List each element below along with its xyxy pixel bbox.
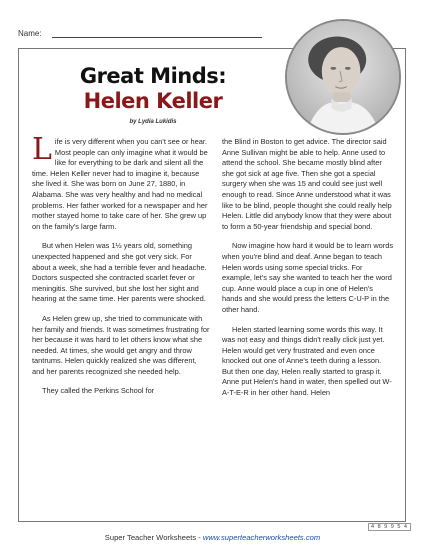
title-line-1: Great Minds: xyxy=(79,64,227,88)
drop-cap: L xyxy=(32,132,52,167)
footer xyxy=(0,533,425,542)
helen-keller-portrait-icon xyxy=(285,19,401,135)
paragraph-7: Helen started learning some words this way. It was not easy and things didn't really click just yet. Helen would get very frustrated and even once knocked out one of Anne's teeth during a lesson. But then one day, Helen really started to grasp it. Anne put Helen's hand in water, then spelled out W-A-T-E-R in her other hand. Helen xyxy=(222,324,392,398)
footer-url-link[interactable]: www.superteacherworksheets.com xyxy=(202,533,321,542)
byline: by Lydia Lukidis xyxy=(129,119,177,125)
name-label: Name: xyxy=(18,29,42,38)
paragraph-3: As Helen grew up, she tried to communicate with her family and friends. It was sometimes frustrating for her because it was hard to let others know what she needed. At times, she would get angry and throw tantrums. Helen quickly realized she was different, and her parents recognized she needed help. xyxy=(32,313,210,376)
article-column-1 xyxy=(32,132,210,397)
paragraph-4: They called the Perkins School for xyxy=(42,386,155,396)
portrait-illustration xyxy=(287,21,399,133)
paragraph-6: Now imagine how hard it would be to learn words when you're blind and deaf. Anne began to teach Helen words using some special tricks. For example, let's say she wanted to teach her the word cup. Anne would place a cup in one of Helen's hands and she would press the letters C-U-P in the other hand. xyxy=(222,241,394,314)
title-line-2: Helen Keller xyxy=(83,89,223,113)
worksheet-code: 4 8 9 9 5 4 xyxy=(368,523,411,531)
paragraph-5: the Blind in Boston to get advice. The director said Anne Sullivan might be able to help. Anne used to attend the school. She became mostly blind after she got sick at age five. Then she got a special surgery when she was 15 and could see just well enough to read. Since Anne understood what it was like to be blind, people thought she could really help Helen. Little did anybody know that they were about to form a 50-year friendship and special bond. xyxy=(222,137,392,231)
name-input-line[interactable] xyxy=(52,37,262,38)
paragraph-2: But when Helen was 1½ years old, something unexpected happened and she got very sick. For about a week, she had a terrible fever and headache. Doctors suspected she contracted scarlet fever or meningitis. She survived, but she lost her sight and hearing at the same time. Her parents were shocked. xyxy=(32,241,207,304)
footer-brand: Super Teacher Worksheets - xyxy=(104,533,203,542)
article-column-2 xyxy=(222,137,394,399)
paragraph-1: ife is very different when you can't see or hear. Most people can only imagine what it would be like for everything to be dark and silent all the time. Helen Keller never had to imagine it, because she lived it. She was born on June 27, 1880, in Alabama. She was very healthy and had no medical problems. Her father worked for a newspaper and her mother stayed home to take care of her. She grew up on the family's large farm. xyxy=(32,137,208,231)
